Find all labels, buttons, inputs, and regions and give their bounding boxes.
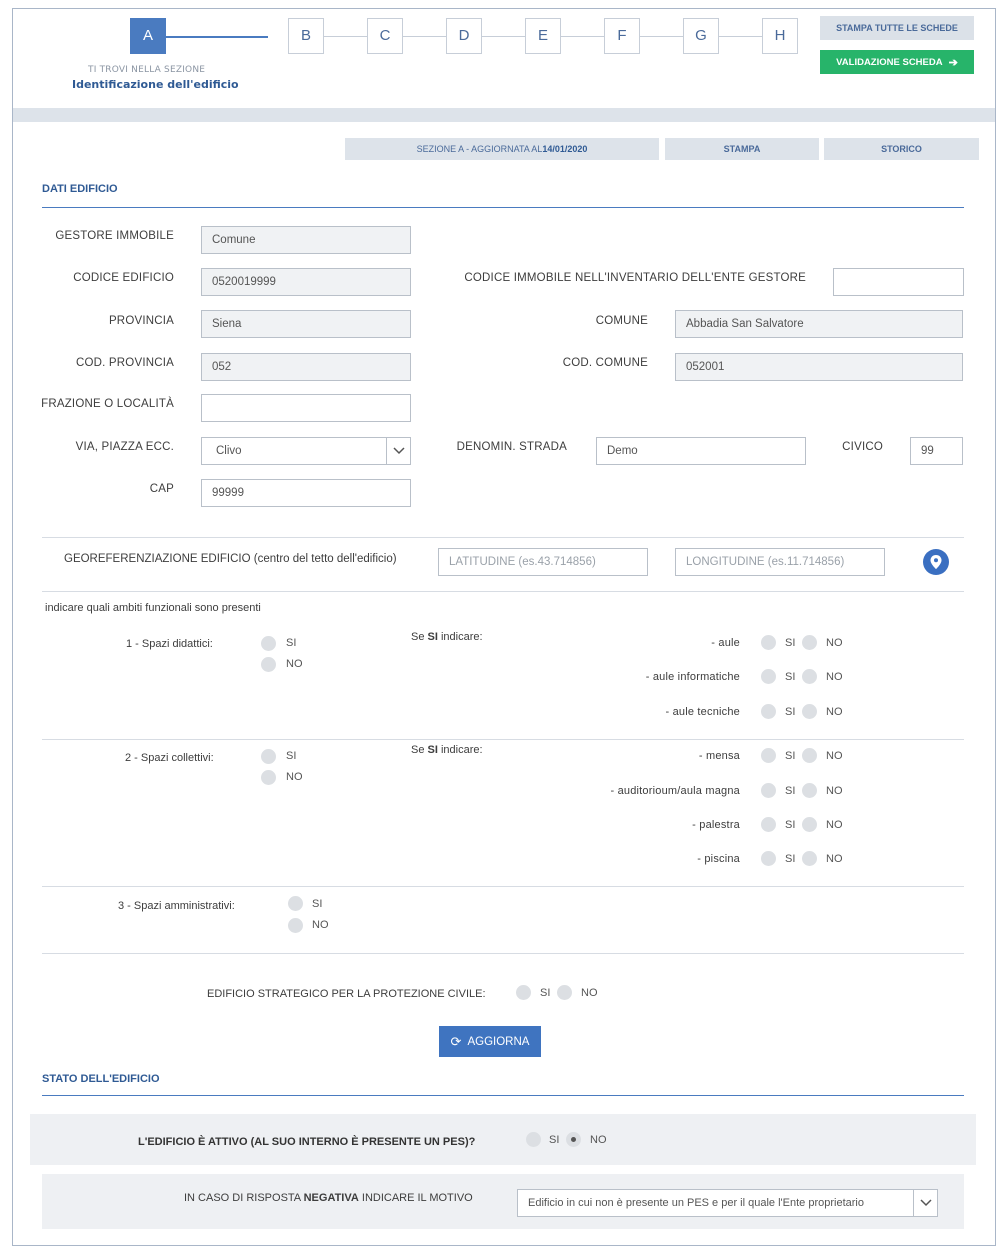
cod-comune-field: 052001 — [675, 353, 963, 381]
mensa-no-radio[interactable] — [802, 748, 817, 763]
gestore-label: GESTORE IMMOBILE — [55, 230, 174, 242]
validate-label: VALIDAZIONE SCHEDA — [836, 56, 943, 68]
strategico-label: EDIFICIO STRATEGICO PER LA PROTEZIONE CIVILE: — [207, 988, 486, 1000]
motivo-bold: NEGATIVA — [303, 1192, 359, 1204]
validate-button[interactable] — [820, 50, 974, 74]
se-prefix: Se — [411, 744, 428, 756]
se-si: SI — [427, 631, 438, 643]
ambiti-intro: indicare quali ambiti funzionali sono presenti — [45, 602, 261, 614]
geo-label: GEOREFERENZIAZIONE EDIFICIO (centro del tetto dell'edificio) — [64, 553, 397, 565]
section-hint: TI TROVI NELLA SEZIONE — [88, 65, 206, 75]
step-b[interactable]: B — [288, 18, 324, 54]
auditorium-no-label: NO — [826, 785, 843, 797]
collettivi-no-label: NO — [286, 771, 303, 783]
mensa-si-radio[interactable] — [761, 748, 776, 763]
dati-edificio-rule — [42, 207, 964, 208]
step-a[interactable]: A — [130, 18, 166, 54]
step-h[interactable]: H — [762, 18, 798, 54]
didattici-si-radio[interactable] — [261, 636, 276, 651]
stepper-line-active — [166, 36, 268, 38]
section-updated-info — [345, 138, 659, 160]
strategico-no-radio[interactable] — [557, 985, 572, 1000]
se-prefix: Se — [411, 631, 428, 643]
provincia-field: Siena — [201, 310, 411, 338]
frazione-label: FRAZIONE O LOCALITÀ — [41, 398, 174, 410]
collettivi-no-radio[interactable] — [261, 770, 276, 785]
motivo-label — [184, 1192, 473, 1204]
print-all-button[interactable]: STAMPA TUTTE LE SCHEDE — [820, 16, 974, 40]
didattici-si-label: SI — [286, 637, 297, 649]
strategico-no-label: NO — [581, 987, 598, 999]
collettivi-si-label: SI — [286, 750, 297, 762]
codice-inventario-input[interactable] — [833, 268, 964, 296]
attivo-label: L'EDIFICIO È ATTIVO (AL SUO INTERNO È PRESENTE UN PES)? — [138, 1136, 476, 1148]
history-button[interactable]: STORICO — [824, 138, 979, 160]
aule-si-radio[interactable] — [761, 635, 776, 650]
mensa-no-label: NO — [826, 750, 843, 762]
divider — [42, 886, 964, 887]
frazione-input[interactable] — [201, 394, 411, 422]
stato-edificio-title: STATO DELL'EDIFICIO — [42, 1073, 160, 1085]
longitude-input[interactable]: LONGITUDINE (es.11.714856) — [675, 548, 885, 576]
strategico-si-label: SI — [540, 987, 551, 999]
palestra-si-radio[interactable] — [761, 817, 776, 832]
aggiorna-button[interactable] — [439, 1026, 541, 1057]
provincia-label: PROVINCIA — [108, 315, 174, 327]
aule-tecniche-si-label: SI — [785, 706, 796, 718]
se-si: SI — [427, 744, 438, 756]
divider — [42, 953, 964, 954]
auditorium-label: - auditorioum/aula magna — [610, 785, 740, 797]
piscina-no-label: NO — [826, 853, 843, 865]
motivo-select-value: Edificio in cui non è presente un PES e per il quale l'Ente proprietario — [528, 1197, 864, 1209]
aule-no-radio[interactable] — [802, 635, 817, 650]
stato-edificio-rule — [42, 1095, 964, 1096]
comune-label: COMUNE — [595, 315, 648, 327]
motivo-suffix: INDICARE IL MOTIVO — [358, 1192, 473, 1204]
latitude-input[interactable]: LATITUDINE (es.43.714856) — [438, 548, 648, 576]
amministrativi-no-label: NO — [312, 919, 329, 931]
gestore-field: Comune — [201, 226, 411, 254]
step-e[interactable]: E — [525, 18, 561, 54]
civico-label: CIVICO — [842, 441, 883, 453]
page-frame — [12, 8, 996, 1246]
step-c[interactable]: C — [367, 18, 403, 54]
cap-input[interactable]: 99999 — [201, 479, 411, 507]
comune-field: Abbadia San Salvatore — [675, 310, 963, 338]
step-f[interactable]: F — [604, 18, 640, 54]
print-button[interactable]: STAMPA — [665, 138, 819, 160]
step-g[interactable]: G — [683, 18, 719, 54]
aule-tecniche-no-radio[interactable] — [802, 704, 817, 719]
map-pin-icon[interactable] — [923, 549, 949, 575]
mensa-si-label: SI — [785, 750, 796, 762]
amministrativi-si-label: SI — [312, 898, 323, 910]
piscina-si-label: SI — [785, 853, 796, 865]
chevron-down-icon — [386, 438, 410, 464]
divider — [42, 537, 964, 538]
aule-tecniche-label: - aule tecniche — [665, 706, 740, 718]
arrow-right-icon: ➔ — [948, 56, 958, 69]
refresh-icon: ⟳ — [450, 1033, 462, 1049]
piscina-label: - piscina — [697, 853, 740, 865]
palestra-no-radio[interactable] — [802, 817, 817, 832]
amministrativi-si-radio[interactable] — [288, 896, 303, 911]
civico-input[interactable]: 99 — [910, 437, 963, 465]
aule-si-label: SI — [785, 637, 796, 649]
se-suffix: indicare: — [437, 631, 483, 643]
attivo-si-label: SI — [549, 1134, 560, 1146]
current-section-name: Identificazione dell'edificio — [72, 78, 239, 91]
step-d[interactable]: D — [446, 18, 482, 54]
codice-inventario-label: CODICE IMMOBILE NELL'INVENTARIO DELL'ENTE GESTORE — [464, 272, 806, 284]
mensa-label: - mensa — [698, 750, 740, 762]
header-band — [13, 108, 995, 122]
cod-provincia-field: 052 — [201, 353, 411, 381]
amministrativi-label: 3 - Spazi amministrativi: — [118, 900, 235, 912]
cap-label: CAP — [149, 483, 174, 495]
via-label: VIA, PIAZZA ECC. — [75, 441, 174, 453]
via-select[interactable] — [201, 437, 411, 465]
strada-label: DENOMIN. STRADA — [456, 441, 567, 453]
collettivi-label: 2 - Spazi collettivi: — [125, 752, 214, 764]
piscina-no-radio[interactable] — [802, 851, 817, 866]
auditorium-si-label: SI — [785, 785, 796, 797]
auditorium-no-radio[interactable] — [802, 783, 817, 798]
cod-comune-label: COD. COMUNE — [562, 357, 648, 369]
aule-no-label: NO — [826, 637, 843, 649]
motivo-prefix: IN CASO DI RISPOSTA — [184, 1192, 304, 1204]
codice-edificio-field: 0520019999 — [201, 268, 411, 296]
palestra-label: - palestra — [692, 819, 740, 831]
attivo-no-radio[interactable] — [566, 1132, 581, 1147]
codice-edificio-label: CODICE EDIFICIO — [73, 272, 174, 284]
se-suffix: indicare: — [437, 744, 483, 756]
didattici-no-radio[interactable] — [261, 657, 276, 672]
strada-input[interactable]: Demo — [596, 437, 806, 465]
dati-edificio-title: DATI EDIFICIO — [42, 183, 118, 195]
via-select-value: Clivo — [216, 445, 242, 457]
aule-informatiche-no-label: NO — [826, 671, 843, 683]
collettivi-si-radio[interactable] — [261, 749, 276, 764]
amministrativi-no-radio[interactable] — [288, 918, 303, 933]
attivo-no-label: NO — [590, 1134, 607, 1146]
didattici-label: 1 - Spazi didattici: — [126, 638, 213, 650]
aule-tecniche-no-label: NO — [826, 706, 843, 718]
collettivi-se-si — [411, 744, 483, 756]
palestra-si-label: SI — [785, 819, 796, 831]
cod-provincia-label: COD. PROVINCIA — [75, 357, 174, 369]
aule-label: - aule — [711, 637, 740, 649]
divider — [42, 591, 964, 592]
divider — [42, 739, 964, 740]
updated-date: 14/01/2020 — [542, 144, 588, 154]
aule-informatiche-si-label: SI — [785, 671, 796, 683]
aule-informatiche-no-radio[interactable] — [802, 669, 817, 684]
aule-informatiche-si-radio[interactable] — [761, 669, 776, 684]
aggiorna-label: AGGIORNA — [467, 1035, 530, 1048]
motivo-select[interactable] — [517, 1189, 938, 1217]
chevron-down-icon — [913, 1190, 937, 1216]
attivo-si-radio[interactable] — [526, 1132, 541, 1147]
piscina-si-radio[interactable] — [761, 851, 776, 866]
updated-prefix: SEZIONE A - AGGIORNATA AL — [416, 144, 543, 154]
auditorium-si-radio[interactable] — [761, 783, 776, 798]
aule-informatiche-label: - aule informatiche — [645, 671, 740, 683]
didattici-se-si — [411, 631, 483, 643]
didattici-no-label: NO — [286, 658, 303, 670]
aule-tecniche-si-radio[interactable] — [761, 704, 776, 719]
strategico-si-radio[interactable] — [516, 985, 531, 1000]
palestra-no-label: NO — [826, 819, 843, 831]
